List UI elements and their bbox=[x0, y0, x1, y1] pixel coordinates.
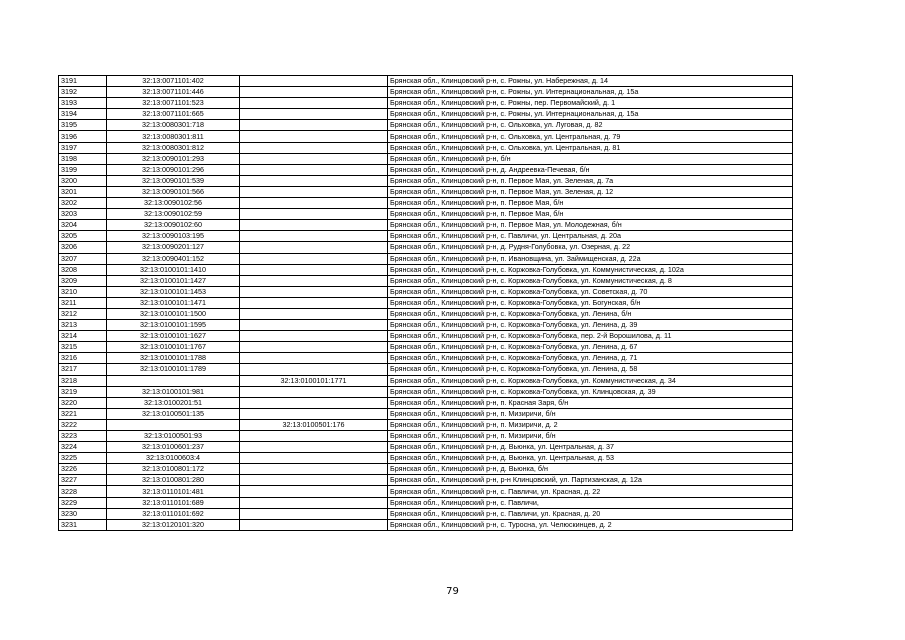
address-cell: Брянская обл., Клинцовский р-н, с. Туросна, ул. Челюскинцев, д. 2 bbox=[388, 519, 793, 530]
cadastral-number-cell: 32:13:0100101:1471 bbox=[107, 297, 240, 308]
table-row bbox=[59, 153, 793, 164]
cadastral-number-cell: 32:13:0110101:481 bbox=[107, 486, 240, 497]
address-cell: Брянская обл., Клинцовский р-н, п. Мизиричи, б/н bbox=[388, 431, 793, 442]
alt-cadastral-number-cell bbox=[240, 153, 388, 164]
row-number-cell: 3229 bbox=[59, 497, 107, 508]
row-number-cell: 3212 bbox=[59, 308, 107, 319]
registry-table-body bbox=[59, 76, 793, 531]
cadastral-number-cell: 32:13:0090102:59 bbox=[107, 209, 240, 220]
table-row bbox=[59, 253, 793, 264]
table-row bbox=[59, 231, 793, 242]
alt-cadastral-number-cell bbox=[240, 242, 388, 253]
cadastral-number-cell: 32:13:0071101:446 bbox=[107, 87, 240, 98]
cadastral-number-cell: 32:13:0100501:135 bbox=[107, 408, 240, 419]
address-cell: Брянская обл., Клинцовский р-н, с. Коржовка-Голубовка, ул. Ленина, д. 71 bbox=[388, 353, 793, 364]
row-number-cell: 3219 bbox=[59, 386, 107, 397]
address-cell: Брянская обл., Клинцовский р-н, п. Ивановщина, ул. Займищенская, д. 22а bbox=[388, 253, 793, 264]
alt-cadastral-number-cell bbox=[240, 209, 388, 220]
table-row bbox=[59, 98, 793, 109]
table-row bbox=[59, 508, 793, 519]
alt-cadastral-number-cell bbox=[240, 142, 388, 153]
row-number-cell: 3209 bbox=[59, 275, 107, 286]
cadastral-number-cell: 32:13:0080301:812 bbox=[107, 142, 240, 153]
cadastral-number-cell: 32:13:0100101:1627 bbox=[107, 331, 240, 342]
alt-cadastral-number-cell bbox=[240, 308, 388, 319]
address-cell: Брянская обл., Клинцовский р-н, д. Вьюнка, б/н bbox=[388, 464, 793, 475]
address-cell: Брянская обл., Клинцовский р-н, с. Коржовка-Голубовка, ул. Ленина, д. 58 bbox=[388, 364, 793, 375]
cadastral-number-cell bbox=[107, 419, 240, 430]
table-row bbox=[59, 209, 793, 220]
cadastral-number-cell: 32:13:0100101:1767 bbox=[107, 342, 240, 353]
alt-cadastral-number-cell bbox=[240, 231, 388, 242]
cadastral-number-cell: 32:13:0090401:152 bbox=[107, 253, 240, 264]
cadastral-number-cell: 32:13:0090101:539 bbox=[107, 175, 240, 186]
cadastral-number-cell: 32:13:0080301:718 bbox=[107, 120, 240, 131]
address-cell: Брянская обл., Клинцовский р-н, с. Коржовка-Голубовка, ул. Ленина, д. 39 bbox=[388, 320, 793, 331]
cadastral-number-cell: 32:13:0100801:172 bbox=[107, 464, 240, 475]
alt-cadastral-number-cell bbox=[240, 486, 388, 497]
address-cell: Брянская обл., Клинцовский р-н, п. Мизиричи, д. 2 bbox=[388, 419, 793, 430]
row-number-cell: 3207 bbox=[59, 253, 107, 264]
table-row bbox=[59, 375, 793, 386]
row-number-cell: 3198 bbox=[59, 153, 107, 164]
address-cell: Брянская обл., Клинцовский р-н, р-н Клинцовский, ул. Партизанская, д. 12а bbox=[388, 475, 793, 486]
alt-cadastral-number-cell bbox=[240, 453, 388, 464]
cadastral-number-cell: 32:13:0090101:296 bbox=[107, 164, 240, 175]
alt-cadastral-number-cell bbox=[240, 464, 388, 475]
address-cell: Брянская обл., Клинцовский р-н, д. Андреевка-Печевая, б/н bbox=[388, 164, 793, 175]
address-cell: Брянская обл., Клинцовский р-н, с. Коржовка-Голубовка, ул. Коммунистическая, д. 102а bbox=[388, 264, 793, 275]
cadastral-number-cell: 32:13:0100101:981 bbox=[107, 386, 240, 397]
row-number-cell: 3206 bbox=[59, 242, 107, 253]
cadastral-number-cell: 32:13:0100101:1788 bbox=[107, 353, 240, 364]
address-cell: Брянская обл., Клинцовский р-н, с. Коржовка-Голубовка, ул. Клинцовская, д. 39 bbox=[388, 386, 793, 397]
cadastral-number-cell: 32:13:0100801:280 bbox=[107, 475, 240, 486]
alt-cadastral-number-cell bbox=[240, 76, 388, 87]
row-number-cell: 3211 bbox=[59, 297, 107, 308]
table-row bbox=[59, 286, 793, 297]
row-number-cell: 3218 bbox=[59, 375, 107, 386]
alt-cadastral-number-cell bbox=[240, 109, 388, 120]
address-cell: Брянская обл., Клинцовский р-н, с. Коржовка-Голубовка, ул. Коммунистическая, д. 8 bbox=[388, 275, 793, 286]
address-cell: Брянская обл., Клинцовский р-н, с. Коржовка-Голубовка, ул. Советская, д. 70 bbox=[388, 286, 793, 297]
cadastral-number-cell: 32:13:0080301:811 bbox=[107, 131, 240, 142]
cadastral-number-cell: 32:13:0110101:692 bbox=[107, 508, 240, 519]
address-cell: Брянская обл., Клинцовский р-н, с. Коржовка-Голубовка, ул. Ленина, б/н bbox=[388, 308, 793, 319]
address-cell: Брянская обл., Клинцовский р-н, д. Вьюнка, ул. Центральная, д. 53 bbox=[388, 453, 793, 464]
address-cell: Брянская обл., Клинцовский р-н, с. Ольховка, ул. Центральная, д. 79 bbox=[388, 131, 793, 142]
table-row bbox=[59, 76, 793, 87]
address-cell: Брянская обл., Клинцовский р-н, с. Коржовка-Голубовка, ул. Богунская, б/н bbox=[388, 297, 793, 308]
cadastral-number-cell: 32:13:0090102:56 bbox=[107, 198, 240, 209]
table-row bbox=[59, 453, 793, 464]
row-number-cell: 3191 bbox=[59, 76, 107, 87]
cadastral-number-cell: 32:13:0090103:195 bbox=[107, 231, 240, 242]
table-row bbox=[59, 164, 793, 175]
row-number-cell: 3228 bbox=[59, 486, 107, 497]
address-cell: Брянская обл., Клинцовский р-н, п. Красная Заря, б/н bbox=[388, 397, 793, 408]
cadastral-number-cell: 32:13:0110101:689 bbox=[107, 497, 240, 508]
address-cell: Брянская обл., Клинцовский р-н, с. Коржовка-Голубовка, ул. Коммунистическая, д. 34 bbox=[388, 375, 793, 386]
row-number-cell: 3220 bbox=[59, 397, 107, 408]
cadastral-number-cell: 32:13:0100101:1410 bbox=[107, 264, 240, 275]
table-row bbox=[59, 486, 793, 497]
row-number-cell: 3213 bbox=[59, 320, 107, 331]
address-cell: Брянская обл., Клинцовский р-н, с. Ольховка, ул. Луговая, д. 82 bbox=[388, 120, 793, 131]
address-cell: Брянская обл., Клинцовский р-н, п. Первое Мая, б/н bbox=[388, 209, 793, 220]
alt-cadastral-number-cell bbox=[240, 408, 388, 419]
alt-cadastral-number-cell bbox=[240, 320, 388, 331]
table-row bbox=[59, 198, 793, 209]
table-row bbox=[59, 386, 793, 397]
table-row bbox=[59, 331, 793, 342]
page-number: 79 bbox=[446, 586, 459, 597]
cadastral-number-cell: 32:13:0120101:320 bbox=[107, 519, 240, 530]
row-number-cell: 3196 bbox=[59, 131, 107, 142]
table-row bbox=[59, 87, 793, 98]
table-row bbox=[59, 186, 793, 197]
address-cell: Брянская обл., Клинцовский р-н, с. Рожны, пер. Первомайский, д. 1 bbox=[388, 98, 793, 109]
alt-cadastral-number-cell bbox=[240, 186, 388, 197]
table-row bbox=[59, 408, 793, 419]
alt-cadastral-number-cell: 32:13:0100501:176 bbox=[240, 419, 388, 430]
cadastral-number-cell: 32:13:0071101:665 bbox=[107, 109, 240, 120]
address-cell: Брянская обл., Клинцовский р-н, с. Павличи, ул. Красная, д. 22 bbox=[388, 486, 793, 497]
table-row bbox=[59, 442, 793, 453]
address-cell: Брянская обл., Клинцовский р-н, д. Рудня-Голубовка, ул. Озерная, д. 22 bbox=[388, 242, 793, 253]
row-number-cell: 3223 bbox=[59, 431, 107, 442]
row-number-cell: 3204 bbox=[59, 220, 107, 231]
cadastral-number-cell: 32:13:0090102:60 bbox=[107, 220, 240, 231]
cadastral-number-cell bbox=[107, 375, 240, 386]
alt-cadastral-number-cell bbox=[240, 442, 388, 453]
address-cell: Брянская обл., Клинцовский р-н, п. Первое Мая, ул. Зеленая, д. 7а bbox=[388, 175, 793, 186]
cadastral-number-cell: 32:13:0090201:127 bbox=[107, 242, 240, 253]
address-cell: Брянская обл., Клинцовский р-н, с. Рожны, ул. Интернациональная, д. 15а bbox=[388, 87, 793, 98]
row-number-cell: 3217 bbox=[59, 364, 107, 375]
alt-cadastral-number-cell bbox=[240, 364, 388, 375]
alt-cadastral-number-cell bbox=[240, 220, 388, 231]
alt-cadastral-number-cell bbox=[240, 264, 388, 275]
table-row bbox=[59, 308, 793, 319]
table-row bbox=[59, 142, 793, 153]
table-row bbox=[59, 120, 793, 131]
row-number-cell: 3192 bbox=[59, 87, 107, 98]
alt-cadastral-number-cell bbox=[240, 431, 388, 442]
alt-cadastral-number-cell bbox=[240, 164, 388, 175]
alt-cadastral-number-cell bbox=[240, 98, 388, 109]
table-row bbox=[59, 275, 793, 286]
table-row bbox=[59, 431, 793, 442]
row-number-cell: 3227 bbox=[59, 475, 107, 486]
alt-cadastral-number-cell bbox=[240, 497, 388, 508]
alt-cadastral-number-cell bbox=[240, 198, 388, 209]
table-row bbox=[59, 342, 793, 353]
row-number-cell: 3208 bbox=[59, 264, 107, 275]
row-number-cell: 3200 bbox=[59, 175, 107, 186]
row-number-cell: 3203 bbox=[59, 209, 107, 220]
row-number-cell: 3201 bbox=[59, 186, 107, 197]
alt-cadastral-number-cell bbox=[240, 286, 388, 297]
row-number-cell: 3210 bbox=[59, 286, 107, 297]
table-row bbox=[59, 131, 793, 142]
row-number-cell: 3222 bbox=[59, 419, 107, 430]
table-row bbox=[59, 297, 793, 308]
address-cell: Брянская обл., Клинцовский р-н, б/н bbox=[388, 153, 793, 164]
row-number-cell: 3193 bbox=[59, 98, 107, 109]
address-cell: Брянская обл., Клинцовский р-н, с. Рожны, ул. Набережная, д. 14 bbox=[388, 76, 793, 87]
alt-cadastral-number-cell bbox=[240, 275, 388, 286]
table-row bbox=[59, 320, 793, 331]
table-row bbox=[59, 497, 793, 508]
row-number-cell: 3194 bbox=[59, 109, 107, 120]
row-number-cell: 3216 bbox=[59, 353, 107, 364]
row-number-cell: 3215 bbox=[59, 342, 107, 353]
alt-cadastral-number-cell bbox=[240, 353, 388, 364]
alt-cadastral-number-cell: 32:13:0100101:1771 bbox=[240, 375, 388, 386]
address-cell: Брянская обл., Клинцовский р-н, п. Мизиричи, б/н bbox=[388, 408, 793, 419]
row-number-cell: 3230 bbox=[59, 508, 107, 519]
address-cell: Брянская обл., Клинцовский р-н, с. Павличи, ул. Центральная, д. 20а bbox=[388, 231, 793, 242]
alt-cadastral-number-cell bbox=[240, 120, 388, 131]
alt-cadastral-number-cell bbox=[240, 475, 388, 486]
row-number-cell: 3225 bbox=[59, 453, 107, 464]
cadastral-number-cell: 32:13:0100101:1453 bbox=[107, 286, 240, 297]
row-number-cell: 3221 bbox=[59, 408, 107, 419]
alt-cadastral-number-cell bbox=[240, 131, 388, 142]
row-number-cell: 3199 bbox=[59, 164, 107, 175]
table-row bbox=[59, 519, 793, 530]
alt-cadastral-number-cell bbox=[240, 508, 388, 519]
address-cell: Брянская обл., Клинцовский р-н, с. Павличи, bbox=[388, 497, 793, 508]
table-row bbox=[59, 264, 793, 275]
row-number-cell: 3197 bbox=[59, 142, 107, 153]
cadastral-number-cell: 32:13:0100101:1595 bbox=[107, 320, 240, 331]
alt-cadastral-number-cell bbox=[240, 397, 388, 408]
alt-cadastral-number-cell bbox=[240, 175, 388, 186]
row-number-cell: 3195 bbox=[59, 120, 107, 131]
address-cell: Брянская обл., Клинцовский р-н, д. Вьюнка, ул. Центральная, д. 37 bbox=[388, 442, 793, 453]
table-row bbox=[59, 242, 793, 253]
address-cell: Брянская обл., Клинцовский р-н, п. Первое Мая, б/н bbox=[388, 198, 793, 209]
address-cell: Брянская обл., Клинцовский р-н, с. Ольховка, ул. Центральная, д. 81 bbox=[388, 142, 793, 153]
cadastral-number-cell: 32:13:0100101:1789 bbox=[107, 364, 240, 375]
table-row bbox=[59, 353, 793, 364]
alt-cadastral-number-cell bbox=[240, 253, 388, 264]
alt-cadastral-number-cell bbox=[240, 297, 388, 308]
table-row bbox=[59, 364, 793, 375]
cadastral-number-cell: 32:13:0100201:51 bbox=[107, 397, 240, 408]
alt-cadastral-number-cell bbox=[240, 87, 388, 98]
table-row bbox=[59, 220, 793, 231]
cadastral-number-cell: 32:13:0071101:402 bbox=[107, 76, 240, 87]
row-number-cell: 3231 bbox=[59, 519, 107, 530]
table-row bbox=[59, 109, 793, 120]
address-cell: Брянская обл., Клинцовский р-н, с. Коржовка-Голубовка, ул. Ленина, д. 67 bbox=[388, 342, 793, 353]
cadastral-number-cell: 32:13:0100101:1427 bbox=[107, 275, 240, 286]
row-number-cell: 3224 bbox=[59, 442, 107, 453]
alt-cadastral-number-cell bbox=[240, 519, 388, 530]
cadastral-number-cell: 32:13:0100603:4 bbox=[107, 453, 240, 464]
cadastral-number-cell: 32:13:0100601:237 bbox=[107, 442, 240, 453]
table-row bbox=[59, 475, 793, 486]
cadastral-number-cell: 32:13:0100101:1500 bbox=[107, 308, 240, 319]
table-row bbox=[59, 464, 793, 475]
alt-cadastral-number-cell bbox=[240, 342, 388, 353]
address-cell: Брянская обл., Клинцовский р-н, с. Павличи, ул. Красная, д. 20 bbox=[388, 508, 793, 519]
table-row bbox=[59, 397, 793, 408]
address-cell: Брянская обл., Клинцовский р-н, п. Первое Мая, ул. Зеленая, д. 12 bbox=[388, 186, 793, 197]
row-number-cell: 3214 bbox=[59, 331, 107, 342]
address-cell: Брянская обл., Клинцовский р-н, с. Коржовка-Голубовка, пер. 2-й Ворошилова, д. 11 bbox=[388, 331, 793, 342]
cadastral-number-cell: 32:13:0090101:566 bbox=[107, 186, 240, 197]
row-number-cell: 3205 bbox=[59, 231, 107, 242]
row-number-cell: 3226 bbox=[59, 464, 107, 475]
address-cell: Брянская обл., Клинцовский р-н, с. Рожны, ул. Интернациональная, д. 15а bbox=[388, 109, 793, 120]
alt-cadastral-number-cell bbox=[240, 331, 388, 342]
cadastral-number-cell: 32:13:0090101:293 bbox=[107, 153, 240, 164]
address-cell: Брянская обл., Клинцовский р-н, п. Первое Мая, ул. Молодежная, б/н bbox=[388, 220, 793, 231]
table-row bbox=[59, 175, 793, 186]
cadastral-number-cell: 32:13:0100501:93 bbox=[107, 431, 240, 442]
registry-table bbox=[58, 75, 793, 531]
alt-cadastral-number-cell bbox=[240, 386, 388, 397]
row-number-cell: 3202 bbox=[59, 198, 107, 209]
table-row bbox=[59, 419, 793, 430]
cadastral-number-cell: 32:13:0071101:523 bbox=[107, 98, 240, 109]
